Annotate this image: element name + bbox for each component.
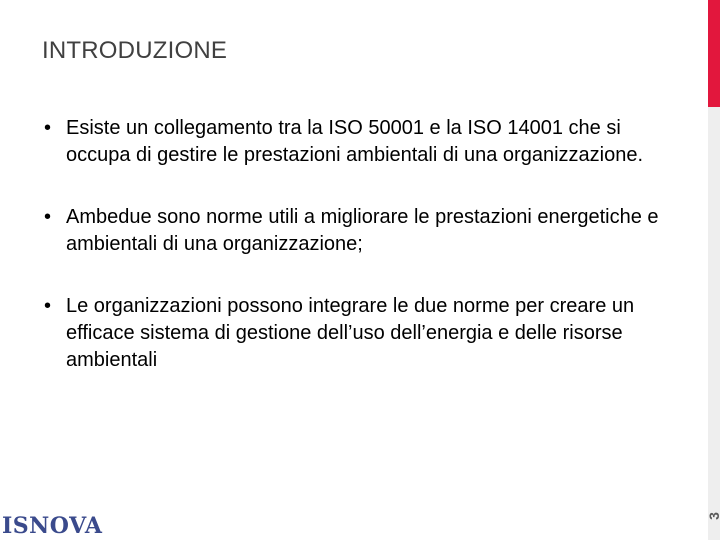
isnova-logo: ISNOVA bbox=[2, 513, 103, 539]
slide-title: INTRODUZIONE bbox=[42, 37, 228, 64]
bullet-marker: • bbox=[44, 206, 52, 228]
bullet-text: Le organizzazioni possono integrare le due norme per creare un efficace sistema di gestione dell’uso dell’energia e delle risorse ambientali bbox=[66, 295, 635, 371]
bullet-marker: • bbox=[44, 117, 52, 139]
page-number: 3 bbox=[706, 512, 722, 520]
bullet-marker: • bbox=[44, 295, 52, 317]
bullet-item bbox=[44, 115, 684, 169]
bullet-item bbox=[44, 293, 684, 374]
side-bar-accent bbox=[708, 0, 720, 107]
bullet-text: Ambedue sono norme utili a migliorare le prestazioni energetiche e ambientali di una organizzazione; bbox=[66, 206, 659, 255]
bullet-list bbox=[44, 115, 684, 374]
bullet-text: Esiste un collegamento tra la ISO 50001 e la ISO 14001 che si occupa di gestire le prestazioni ambientali di una organizzazione. bbox=[66, 117, 644, 166]
bullet-item bbox=[44, 204, 684, 258]
